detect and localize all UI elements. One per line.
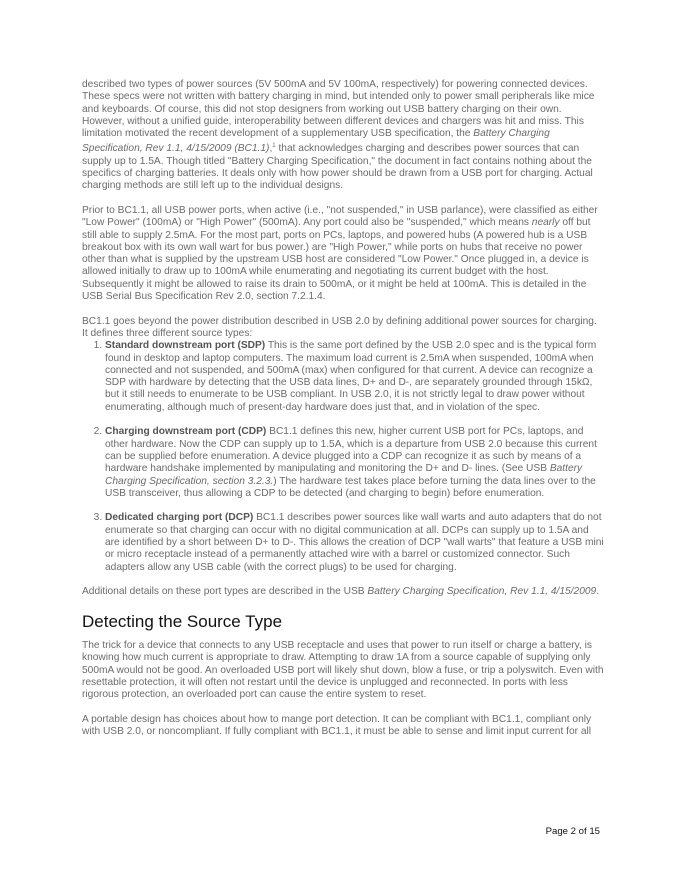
footnote-ref[interactable]: 1 [272, 143, 276, 150]
text: Prior to BC1.1, all USB power ports, when active (i.e., "not suspended," in USB parlance), were classified as either "Low Power" (100mA) or "High Power" (500mA). Any port could also be "suspended," which means [82, 204, 598, 229]
list-item-sdp [105, 340, 604, 414]
item-text: This is the same port defined by the USB 2.0 spec and is the typical form found in desktop and laptop computers. The maximum load current is 2.5mA when suspended, 100mA when connected and not suspended, and 500mA (max) when configured for that current. A device can recognize a SDP with hardware by detecting that the USB data lines, D+ and D-, are separately grounded through 15kΩ, but it still needs to enumerate to be USB compliant. In USB 2.0, it is not strictly legal to draw power without enumerating, although much of present-day hardware does just that, and in violation of the spec. [105, 340, 597, 413]
item-title: Standard downstream port (SDP) [105, 340, 266, 352]
paragraph-portable-design: A portable design has choices about how to mange port detection. It can be compliant with BC1.1, compliant only with USB 2.0, or noncompliant. If fully compliant with BC1.1, it must be able to sense and limit input current for all [82, 713, 592, 738]
item-text: ) The hardware test takes place before turning the data lines over to the USB transceiver, thus allowing a CDP to be detected (and charging to begin) before enumeration. [105, 475, 596, 499]
paragraph-trick: The trick for a device that connects to any USB receptacle and uses that power to run itself or charge a battery, is knowing how much current is appropriate to draw. Attempting to draw 1A from a source capable of supplying only 500mA would not be good. An overloaded USB port will likely shut down, blow a fuse, or trip a polyswitch. Even with resettable protection, it will often not restart until the device is unplugged and reconnected. In ports with less rigorous protection, an overloaded port can cause the entire system to reset. [82, 640, 604, 701]
section-heading: Detecting the Source Type [82, 612, 283, 632]
item-text: BC1.1 describes power sources like wall warts and auto adapters that do not enumerate so that charging can occur with no digital communication at all. DCPs can supply up to 1.5A and are identified by a short between D+ to D-. This allows the creation of DCP "wall warts" that feature a USB mini or micro receptacle instead of a permanently attached wire with a barrel or customized connector. Such adapters allow any USB cable (with the correct plugs) to be used for charging. [105, 512, 604, 573]
spec-citation: Battery Charging Specification, section 3.2.3. [105, 463, 583, 487]
item-title: Dedicated charging port (DCP) [105, 512, 254, 524]
item-text: BC1.1 defines this new, higher current USB port for PCs, laptops, and other hardware. Now the CDP can supply up to 1.5A, which is a departure from USB 2.0 because this current can be supplied before enumeration. A device plugged into a CDP can recognize it as such by means of a hardware handshake implemented by manipulating and monitoring the D+ and D- lines. (See USB [105, 426, 597, 475]
item-title: Charging downstream port (CDP) [105, 426, 267, 438]
text: . [596, 585, 600, 597]
text: off but still able to supply 2.5mA. For the most part, ports on PCs, laptops, and powered hubs (A powered hub is a USB breakout box with its own wall wart for bus power.) are "High Power," while ports on hubs that receive no power other than what is supplied by the upstream USB host are considered "Low Power." Once plugged in, a device is allowed initially to draw up to 100mA while enumerating and negotiating its current budget with the host. Subsequently it might be allowed to raise its drain to 500mA, or it might be held at 100mA. This is detailed in the USB Serial Bus Specification Rev 2.0, section 7.2.1.4. [82, 217, 591, 303]
text: that acknowledges charging and describes power sources that can supply up to 1.5A. Though titled "Battery Charging Specification," the document in fact contains nothing about the specifics of charging batteries. It deals only with how power should be drawn from a USB port for charging. Actual charging methods are still left up to the individual designs. [82, 143, 593, 192]
text: , [269, 143, 273, 155]
text: Additional details on these port types are described in the USB [82, 585, 368, 597]
paragraph-power-ports [82, 205, 604, 303]
paragraph-bc11: BC1.1 goes beyond the power distribution described in USB 2.0 by defining additional power sources for charging. It defines three different source types: [82, 315, 597, 339]
spec-citation: Battery Charging Specification, Rev 1.1, 4/15/2009 (BC1.1) [82, 128, 550, 155]
list-item-cdp [105, 426, 604, 500]
text: described two types of power sources (5V 500mA and 5V 100mA, respectively) for powering connected devices. These specs were not written with battery charging in mind, but intended only to power small peripherals like mice and keyboards. Of course, this did not stop designers from working out USB battery charging on their own. However, without a unified guide, interoperability between different devices and chargers was hit and miss. This limitation motivated the recent development of a supplementary USB specification, the [82, 79, 595, 140]
page-number: Page 2 of 15 [545, 826, 600, 837]
emphasis: nearly [531, 217, 560, 229]
list-item-dcp [105, 512, 604, 573]
document-page [82, 79, 604, 751]
spec-citation: Battery Charging Specification, Rev 1.1, 4/15/2009 [367, 585, 597, 597]
paragraph-additional [82, 586, 604, 598]
paragraph-intro [82, 79, 604, 193]
source-type-list [82, 340, 604, 574]
